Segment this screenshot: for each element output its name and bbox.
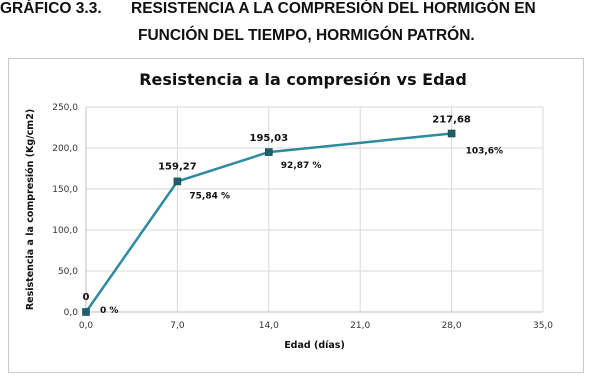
heading-title-1: RESISTENCIA A LA COMPRESIÓN DEL HORMIGÓN EN bbox=[131, 0, 536, 17]
heading-line-2: FUNCIÓN DEL TIEMPO, HORMIGÓN PATRÓN. bbox=[138, 27, 475, 44]
y-tick-labels bbox=[52, 103, 78, 318]
data-value-label: 0 bbox=[82, 292, 90, 303]
data-percent-label: 103,6% bbox=[465, 146, 504, 157]
data-percent-label: 92,87 % bbox=[280, 161, 322, 172]
y-axis-label: Resistencia a la compresión (Kg/cm2) bbox=[25, 108, 36, 311]
data-point-marker bbox=[448, 130, 455, 137]
y-tick-label: 150,0 bbox=[52, 185, 78, 195]
data-value-label: 217,68 bbox=[432, 114, 471, 126]
data-point-marker bbox=[174, 178, 181, 185]
data-point-marker bbox=[265, 149, 272, 156]
document-heading bbox=[0, 0, 591, 56]
x-tick-label: 28,0 bbox=[441, 321, 462, 331]
y-tick-label: 100,0 bbox=[52, 226, 78, 236]
y-tick-label: 200,0 bbox=[52, 144, 78, 154]
data-labels bbox=[83, 115, 504, 316]
x-tick-label: 7,0 bbox=[170, 321, 185, 331]
y-tick-label: 250,0 bbox=[52, 103, 78, 113]
figure-number: GRÁFICO 3.3. bbox=[0, 0, 102, 17]
x-tick-labels bbox=[79, 321, 553, 331]
x-tick-label: 0,0 bbox=[78, 321, 94, 331]
grid-lines bbox=[86, 107, 543, 312]
data-value-label: 159,27 bbox=[158, 161, 197, 173]
data-value-label: 195,03 bbox=[249, 133, 289, 145]
chart-svg bbox=[9, 59, 583, 372]
y-tick-label: 50,0 bbox=[57, 267, 78, 277]
chart-container bbox=[8, 58, 584, 373]
heading-line-1 bbox=[0, 0, 536, 18]
data-point-marker bbox=[83, 309, 90, 316]
x-tick-label: 21,0 bbox=[350, 321, 371, 331]
data-percent-label: 0 % bbox=[100, 306, 119, 316]
data-percent-label: 75,84 % bbox=[189, 191, 231, 202]
x-tick-label: 35,0 bbox=[532, 321, 554, 331]
x-tick-label: 14,0 bbox=[258, 321, 279, 331]
chart-title: Resistencia a la compresión vs Edad bbox=[139, 70, 467, 89]
y-tick-label: 0,0 bbox=[63, 308, 78, 318]
x-axis-label: Edad (días) bbox=[284, 340, 345, 351]
